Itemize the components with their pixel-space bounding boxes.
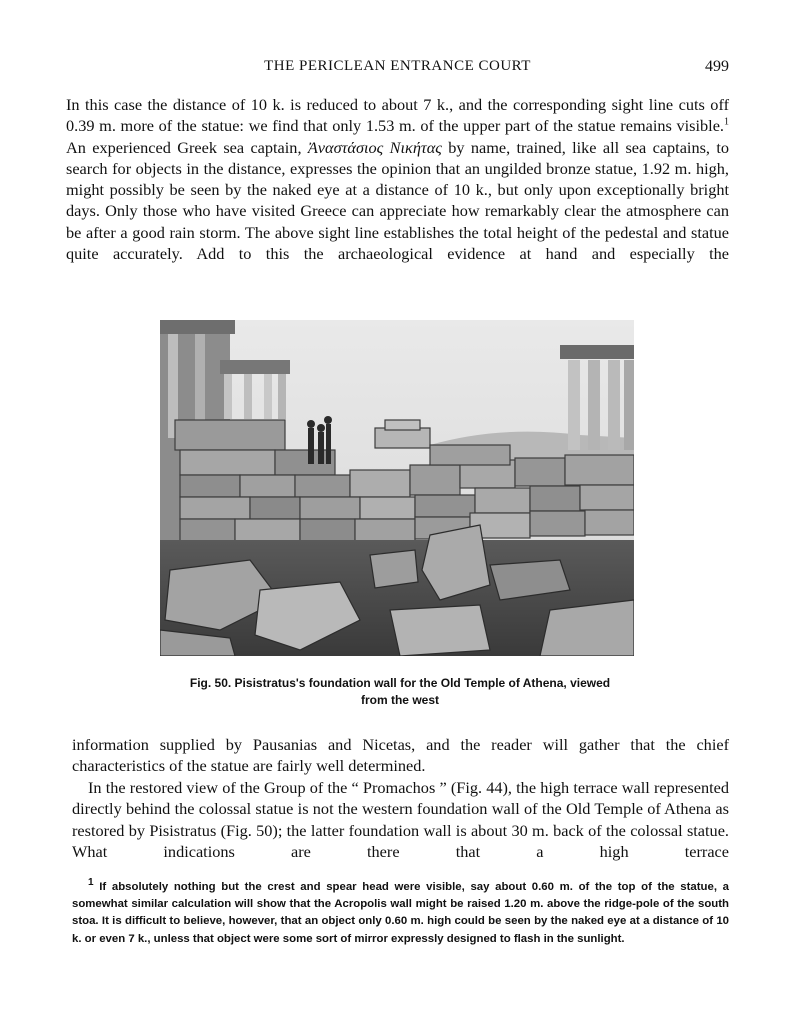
- footnote-text: If absolutely nothing but the crest and spear head were visible, say about 0.60 m. of the top of the statue, a somewhat similar calculation will show that the Acropolis wall might be raised 1.20 m. above the ridge-pole of the south stoa. It is difficult to believe, however, that an object only 0.60 m. high could be seen by the naked eye at a distance of 10 k. or even 7 k., unless that object were some sort of mirror expressly designed to flash in the sunlight.: [72, 881, 729, 945]
- page-number: 499: [705, 58, 729, 75]
- paragraph-3: In the restored view of the Group of the “ Promachos ” (Fig. 44), the high terrace wall represented directly behind the colossal statue is not the western foundation wall of the Old Temple of Athena as restored by Pisistratus (Fig. 50); the latter foundation wall is about 30 m. back of the colossal statue. What indications are there that a high terrace: [72, 778, 729, 861]
- running-title: THE PERICLEAN ENTRANCE COURT: [264, 58, 531, 74]
- footnote-reference: 1: [724, 116, 729, 128]
- footnote: [72, 879, 729, 948]
- foundation-wall-photo: [160, 320, 634, 656]
- paragraph-2: information supplied by Pausanias and Nicetas, and the reader will gather that the chief characteristics of the statue are fairly well determined.: [72, 735, 729, 776]
- greek-captain-name: Ἀναστάσιος Νικήτας: [307, 137, 442, 157]
- paragraph-1-text-a: In this case the distance of 10 k. is reduced to about 7 k., and the corresponding sight line cuts off 0.39 m. more of the statue: we find that only 1.53 m. of the upper part of the statue remains visible.: [66, 95, 729, 136]
- figure-photograph: [160, 320, 634, 656]
- paragraph-1: [66, 94, 729, 264]
- figure-caption-line-1: Fig. 50. Pisistratus's foundation wall for the Old Temple of Athena, viewed: [189, 676, 611, 690]
- figure-caption-line-2: from the west: [360, 693, 439, 707]
- figure-caption: [140, 675, 660, 709]
- page-header: [66, 58, 729, 80]
- footnote-mark: 1: [88, 877, 94, 889]
- paragraph-1-text-b: An experienced Greek sea captain,: [66, 137, 308, 157]
- paragraph-1-text-c: by name, trained, like all sea captains, to search for objects in the distance, expresses the opinion that an ungilded bronze statue, 1.92 m. high, might possibly be seen by the naked eye at a distance of 10 k., but only upon exceptionally bright days. Only those who have visited Greece can appreciate how remarkably clear the atmosphere can be after a good rain storm. The above sight line establishes the total height of the pedestal and statue quite accurately. Add to this the archaeological evidence at hand and especially the: [66, 137, 729, 264]
